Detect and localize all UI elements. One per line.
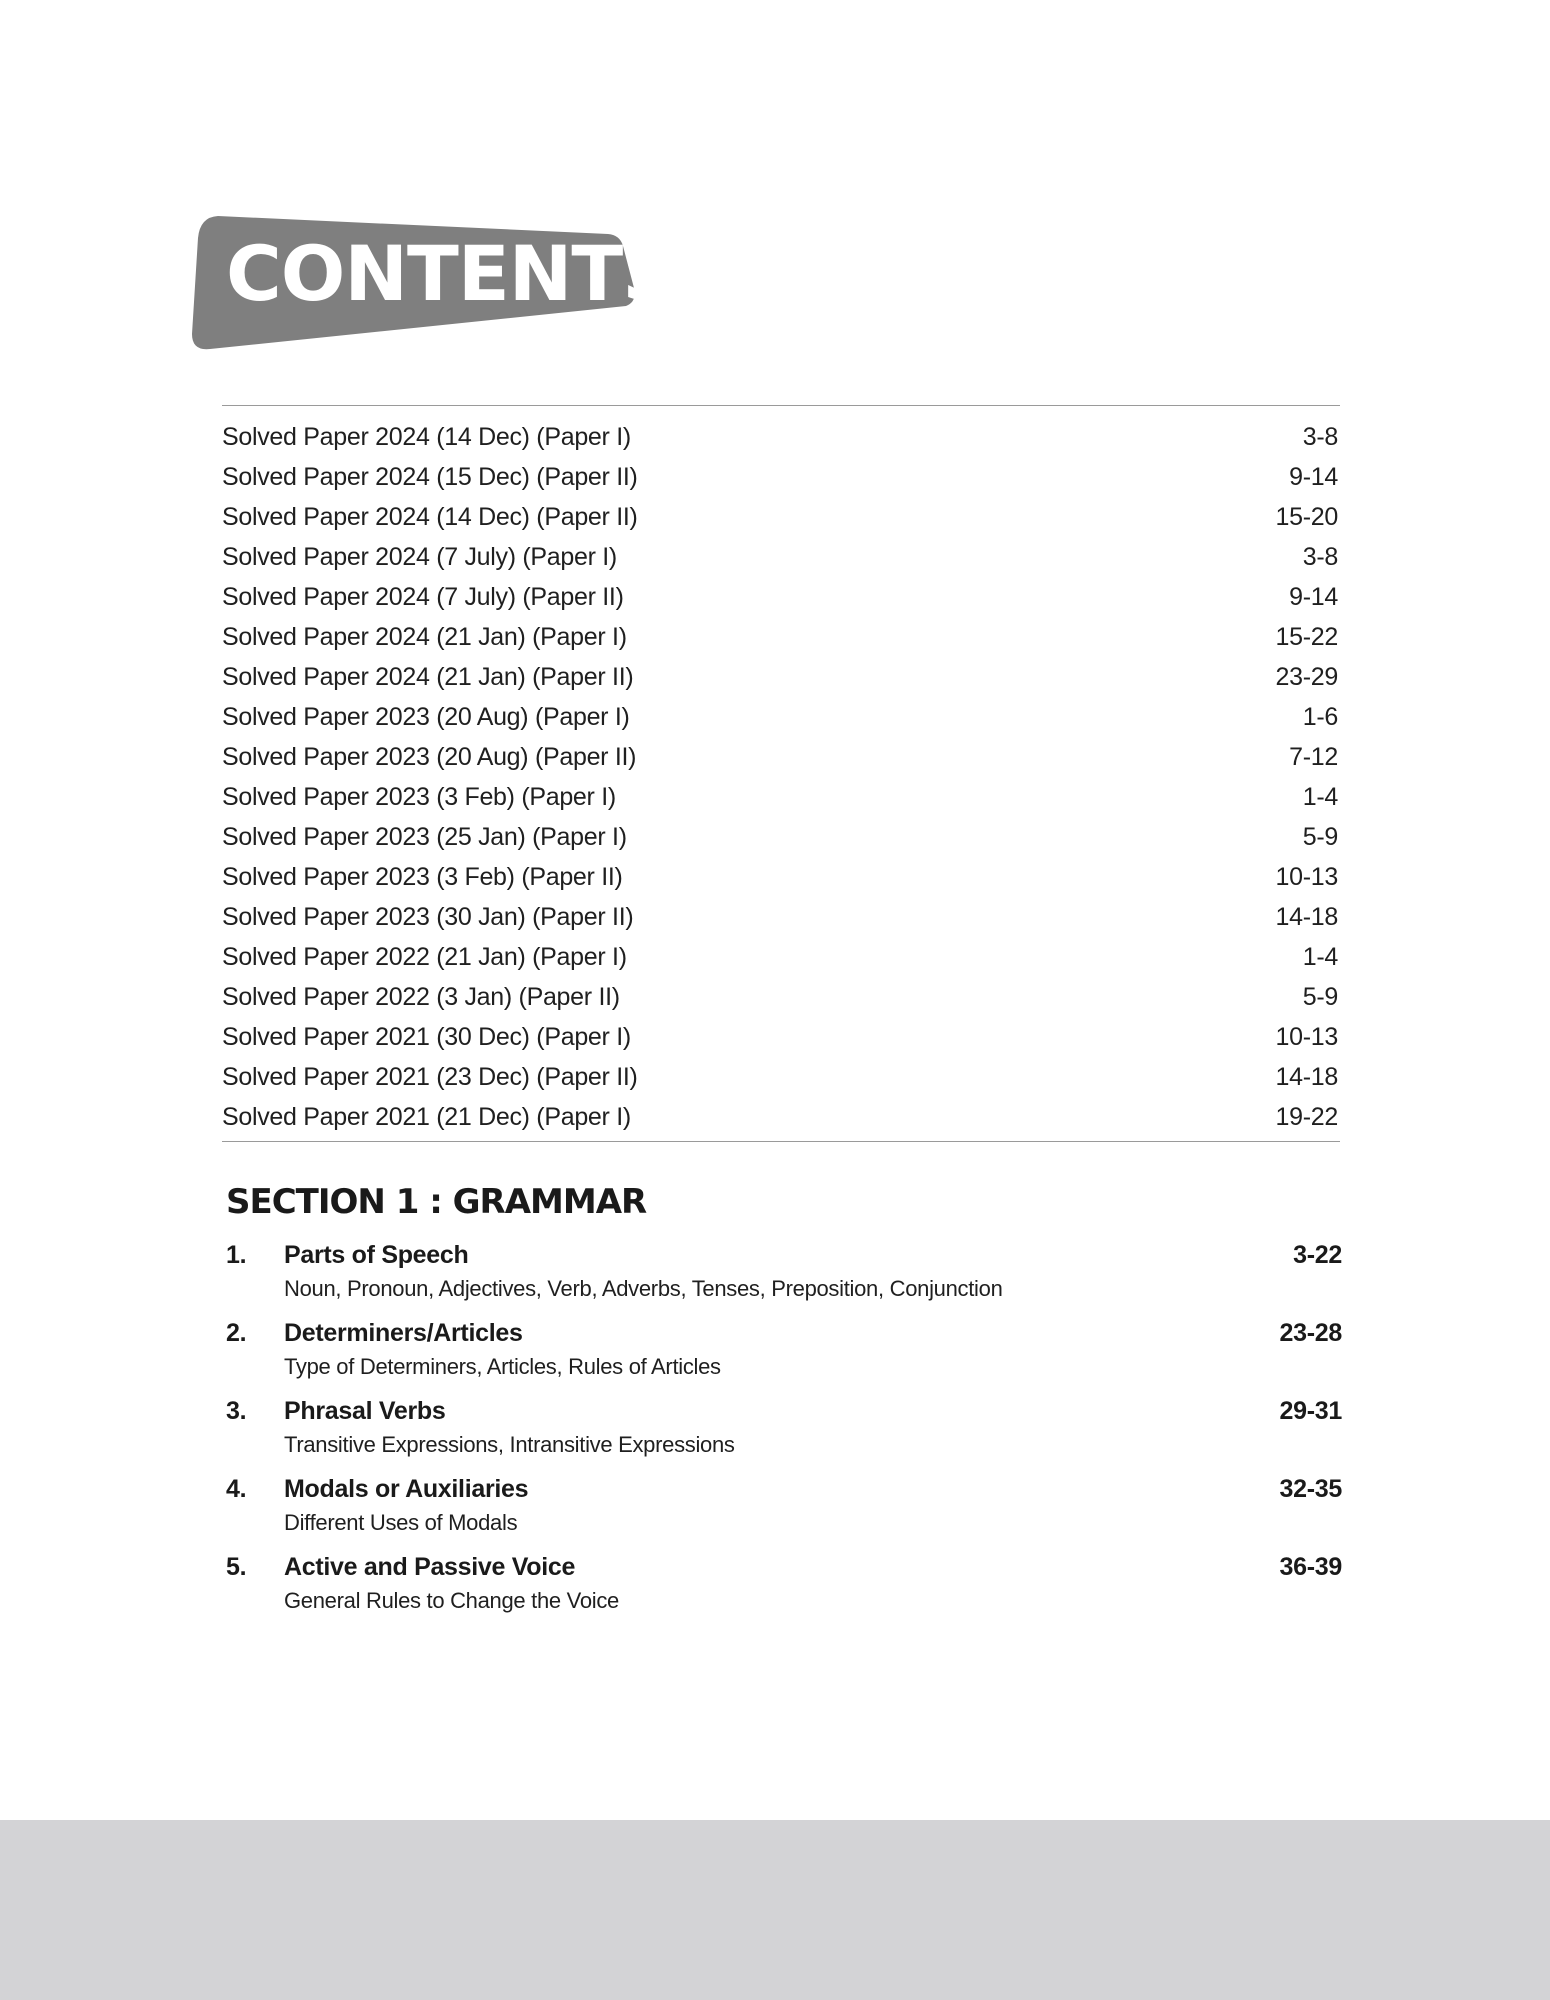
chapter-pages: 3-22 <box>1293 1241 1342 1269</box>
toc-row[interactable] <box>222 817 1340 857</box>
toc-row-pages: 15-22 <box>1275 623 1338 651</box>
toc-row[interactable] <box>222 777 1340 817</box>
chapter-description: Type of Determiners, Articles, Rules of Articles <box>284 1354 721 1379</box>
toc-row[interactable] <box>222 617 1340 657</box>
toc-row[interactable] <box>222 497 1340 537</box>
chapter-title: Determiners/Articles <box>284 1319 523 1347</box>
chapter-head <box>226 1548 1342 1586</box>
toc-row-title: Solved Paper 2023 (20 Aug) (Paper II) <box>222 743 637 771</box>
toc-row-pages: 1-4 <box>1302 783 1338 811</box>
toc-row-title: Solved Paper 2021 (21 Dec) (Paper I) <box>222 1103 631 1131</box>
chapter-description: Transitive Expressions, Intransitive Expressions <box>284 1432 735 1457</box>
toc-row-pages: 19-22 <box>1275 1103 1338 1131</box>
chapter-num: 4. <box>226 1475 247 1503</box>
chapter-num: 1. <box>226 1241 247 1269</box>
chapter-head <box>226 1236 1342 1274</box>
chapter-entry[interactable] <box>226 1314 1342 1392</box>
toc-row-pages: 9-14 <box>1289 463 1338 491</box>
chapter-pages: 36-39 <box>1279 1553 1342 1581</box>
toc-row[interactable] <box>222 577 1340 617</box>
toc-row-title: Solved Paper 2023 (3 Feb) (Paper I) <box>222 783 616 811</box>
toc-row[interactable] <box>222 1097 1340 1137</box>
toc-row[interactable] <box>222 697 1340 737</box>
chapter-pages: 23-28 <box>1279 1319 1342 1347</box>
solved-papers-list <box>222 405 1340 1142</box>
toc-row[interactable] <box>222 537 1340 577</box>
toc-row-title: Solved Paper 2021 (23 Dec) (Paper II) <box>222 1063 638 1091</box>
chapter-entry[interactable] <box>226 1548 1342 1626</box>
toc-row-title: Solved Paper 2024 (14 Dec) (Paper II) <box>222 503 638 531</box>
toc-row[interactable] <box>222 657 1340 697</box>
toc-row-title: Solved Paper 2023 (20 Aug) (Paper I) <box>222 703 630 731</box>
toc-row[interactable] <box>222 977 1340 1017</box>
toc-row[interactable] <box>222 897 1340 937</box>
toc-row[interactable] <box>222 417 1340 457</box>
chapter-pages: 29-31 <box>1279 1397 1342 1425</box>
toc-row-title: Solved Paper 2023 (25 Jan) (Paper I) <box>222 823 627 851</box>
toc-row-title: Solved Paper 2022 (21 Jan) (Paper I) <box>222 943 627 971</box>
toc-row[interactable] <box>222 1017 1340 1057</box>
toc-row-title: Solved Paper 2024 (15 Dec) (Paper II) <box>222 463 638 491</box>
toc-row-title: Solved Paper 2022 (3 Jan) (Paper II) <box>222 983 620 1011</box>
chapter-pages: 32-35 <box>1279 1475 1342 1503</box>
chapter-description: Different Uses of Modals <box>284 1510 518 1535</box>
toc-row-pages: 1-6 <box>1302 703 1338 731</box>
chapter-num: 2. <box>226 1319 247 1347</box>
chapter-num: 3. <box>226 1397 247 1425</box>
chapter-title: Parts of Speech <box>284 1241 469 1269</box>
toc-row[interactable] <box>222 737 1340 777</box>
toc-row-pages: 5-9 <box>1302 983 1338 1011</box>
toc-row-title: Solved Paper 2024 (7 July) (Paper II) <box>222 583 624 611</box>
toc-row-pages: 1-4 <box>1302 943 1338 971</box>
toc-row-title: Solved Paper 2021 (30 Dec) (Paper I) <box>222 1023 631 1051</box>
chapter-entry[interactable] <box>226 1470 1342 1548</box>
toc-row-pages: 14-18 <box>1275 903 1338 931</box>
chapter-title: Phrasal Verbs <box>284 1397 446 1425</box>
chapter-entry[interactable] <box>226 1236 1342 1314</box>
toc-row[interactable] <box>222 457 1340 497</box>
chapter-head <box>226 1470 1342 1508</box>
toc-row-title: Solved Paper 2024 (7 July) (Paper I) <box>222 543 617 571</box>
toc-row-pages: 10-13 <box>1275 863 1338 891</box>
toc-row-title: Solved Paper 2024 (21 Jan) (Paper I) <box>222 623 627 651</box>
toc-row-pages: 14-18 <box>1275 1063 1338 1091</box>
toc-row-title: Solved Paper 2024 (21 Jan) (Paper II) <box>222 663 634 691</box>
toc-row-pages: 10-13 <box>1275 1023 1338 1051</box>
chapter-description: Noun, Pronoun, Adjectives, Verb, Adverbs, Tenses, Preposition, Conjunction <box>284 1276 1003 1301</box>
toc-row[interactable] <box>222 937 1340 977</box>
footer-band <box>0 1820 1550 2000</box>
chapter-head <box>226 1392 1342 1430</box>
toc-row-pages: 7-12 <box>1289 743 1338 771</box>
toc-row-pages: 5-9 <box>1302 823 1338 851</box>
toc-row-title: Solved Paper 2023 (3 Feb) (Paper II) <box>222 863 623 891</box>
toc-row-pages: 3-8 <box>1302 543 1338 571</box>
chapter-description: General Rules to Change the Voice <box>284 1588 619 1613</box>
section-heading: SECTION 1 : GRAMMAR <box>226 1182 647 1222</box>
toc-row-title: Solved Paper 2023 (30 Jan) (Paper II) <box>222 903 634 931</box>
toc-row-pages: 3-8 <box>1302 423 1338 451</box>
page-title: CONTENTS <box>226 229 676 318</box>
toc-row-title: Solved Paper 2024 (14 Dec) (Paper I) <box>222 423 631 451</box>
toc-row-pages: 9-14 <box>1289 583 1338 611</box>
toc-row-pages: 23-29 <box>1275 663 1338 691</box>
contents-badge <box>190 214 676 350</box>
chapter-list <box>226 1236 1342 1626</box>
toc-row[interactable] <box>222 1057 1340 1097</box>
toc-row[interactable] <box>222 857 1340 897</box>
chapter-title: Modals or Auxiliaries <box>284 1475 529 1503</box>
toc-row-pages: 15-20 <box>1275 503 1338 531</box>
chapter-head <box>226 1314 1342 1352</box>
chapter-title: Active and Passive Voice <box>284 1553 576 1581</box>
chapter-num: 5. <box>226 1553 247 1581</box>
chapter-entry[interactable] <box>226 1392 1342 1470</box>
